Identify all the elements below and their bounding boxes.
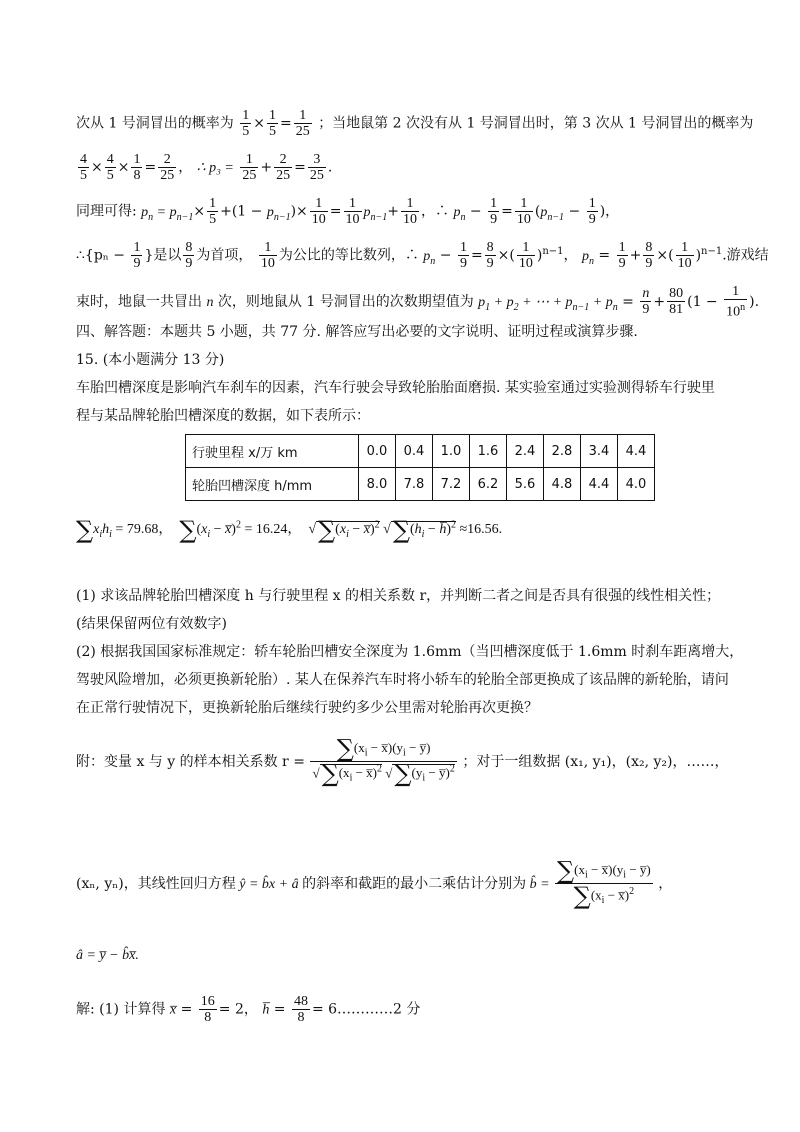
summation-formulas: $\sum x_ih_i = 79.68$， $\sum(x_i$ − x̅)$^2$ = 16.24， $√\sum(x_i$ − x̅)$^2$ $√\sum(h_i$ − h̅)$^2$ ≈16.56. — [76, 516, 503, 544]
data-table — [185, 434, 655, 501]
question-15-title: 15. (本小题满分 13 分) — [76, 352, 225, 368]
regression-formula: (xₙ, yₙ)，其线性回归方程 ŷ = b̂x + â 的斜率和截距的最小二乘估计分别为 b̂ = $\frac{\sum(x_i - x̅)(y_i - y̅)}{\sum(x_i - x̅)^2}$ ， — [76, 856, 673, 910]
text-l2-tail: ∴ p₃ = — [196, 160, 234, 176]
text-l5a: 束时，地鼠一共冒出 — [76, 293, 202, 310]
table-cell: 4.4 — [618, 435, 655, 468]
table-cell: 5.6 — [507, 468, 544, 501]
sum-value-3: ≈16.56. — [459, 522, 503, 538]
solution-text: 解: (1) 计算得 — [76, 1001, 166, 1018]
appendix-text-b: ；对于一组数据 (x₁, y₁)，(x₂, y₂)，……， — [462, 753, 729, 770]
intercept-formula: â = y̅ − b̂x̅. — [76, 948, 139, 963]
line-prob-1: 次从 1 号洞冒出的概率为 $\frac{1}{5}$ × $\frac{1}{5}$ = $\frac{1}{25}$ ；当地鼠第 2 次没有从 1 号洞冒出时，第 3 次从 1 号洞冒出的概率为 — [76, 108, 754, 139]
text-l1b: ；当地鼠第 2 次没有从 1 号洞冒出时，第 3 次从 1 号洞冒出的概率为 — [318, 115, 754, 132]
table-cell: 0.4 — [396, 435, 433, 468]
table-cell: 4.4 — [581, 468, 618, 501]
table-row-label: 轮胎凹槽深度 h/mm — [186, 468, 359, 501]
text-l4c: 为首项， — [196, 247, 253, 264]
question-part-2-line-2: 驾驶风险增加，必须更换新轮胎）. 某人在保养汽车时将小轿车的轮胎全部更换成了该品牌的新轮胎，请问 — [76, 672, 729, 688]
text-l4a: ∴{pₙ − — [76, 247, 130, 264]
line-p3: $\frac{4}{5}$ × $\frac{4}{5}$ × $\frac{1}{8}$ = $\frac{2}{25}$ ， ∴ p₃ = $\frac{1}{25}$ + $\frac{2}{25}$ = $\frac{3}{25}$ . — [80, 152, 333, 183]
regression-text-a: (xₙ, yₙ)，其线性回归方程 — [76, 875, 236, 892]
question-part-1: (1) 求该品牌轮胎凹槽深度 h 与行驶里程 x 的相关系数 r，并判断二者之间是否具有很强的线性相关性； — [76, 588, 721, 604]
table-cell: 2.8 — [544, 435, 581, 468]
text-l4d: 为公比的等比数列，∴ — [278, 247, 419, 264]
text-l1a: 次从 1 号洞冒出的概率为 — [76, 115, 234, 132]
regression-text-b: 的斜率和截距的最小二乘估计分别为 — [302, 875, 527, 892]
text-l4b: }是以 — [144, 247, 182, 264]
table-cell: 7.8 — [396, 468, 433, 501]
paragraph-line-1: 车胎凹槽深度是影响汽车刹车的因素，汽车行驶会导致轮胎胎面磨损. 某实验室通过实验测得轿车行驶里 — [76, 380, 715, 396]
section-heading: 四、解答题：本题共 5 小题，共 77 分. 解答应写出必要的文字说明、证明过程或演算步骤. — [76, 324, 638, 340]
question-part-2-line-3: 在正常行驶情况下，更换新轮胎后继续行驶约多少公里需对轮胎再次更换？ — [76, 700, 538, 716]
table-row — [186, 468, 655, 501]
line-geometric: ∴{pₙ − $\frac{1}{9}$ }是以 $\frac{8}{9}$ 为首项， $\frac{1}{10}$ 为公比的等比数列，∴ $p_n$ − $\frac{1}{9}$ = $\frac{8}{9}$ ×( $\frac{1}{10}$ )$^{n-1}$， $p_n$ = $\frac{1}{9}$ + $\frac{8}{9}$ ×( $\frac{1}{10}$ )$^{n-1}$.游戏结 — [76, 240, 769, 271]
score-text: …………2 分 — [337, 1001, 421, 1018]
regression-text-c: ， — [658, 876, 673, 892]
appendix-correlation: 附：变量 x 与 y 的样本相关系数 r = $\frac{\sum(x_i - x̅)(y_i - y̅)}{√\sum(x_i - x̅)^2 √\sum(y_i - y̅)^2}$ ；对于一组数据 (x₁, y₁)，(x₂, y₂)，……， — [76, 734, 729, 788]
table-cell: 1.6 — [470, 435, 507, 468]
table-cell: 1.0 — [433, 435, 470, 468]
line-expectation: 束时，地鼠一共冒出 n 次，则地鼠从 1 号洞冒出的次数期望值为 $p_1 + p_2$ + ⋯ + $p_{n-1} + p_n$ = $\frac{n}{9}$ + $\frac{80}{81}$ (1 − $\frac{1}{10^n}$ ). — [76, 284, 760, 320]
table-cell: 4.8 — [544, 468, 581, 501]
line-recurrence: 同理可得: $p_n = p_{n-1}\times$ $\frac{1}{5}$ $+(1 - p_{n-1})\times$ $\frac{1}{10}$ = $\frac{1}{10}$ $p_{n-1}+$ $\frac{1}{10}$ ，∴ $p_n$ − $\frac{1}{9}$ = $\frac{1}{10}$ ($p_{n-1}$ − $\frac{1}{9}$ )， — [76, 196, 620, 227]
table-cell: 3.4 — [581, 435, 618, 468]
table-cell: 7.2 — [433, 468, 470, 501]
table-cell: 4.0 — [618, 468, 655, 501]
question-part-1-note: (结果保留两位有效数字) — [76, 616, 227, 632]
table-cell: 8.0 — [359, 468, 396, 501]
sum-value-1: = 79.68， — [115, 522, 173, 538]
table-row-label: 行驶里程 x/万 km — [186, 435, 359, 468]
table-row — [186, 435, 655, 468]
text-l4e: 游戏结 — [726, 247, 769, 264]
table-cell: 0.0 — [359, 435, 396, 468]
appendix-text-a: 附：变量 x 与 y 的样本相关系数 r = — [76, 753, 305, 770]
text-l3a: 同理可得: — [76, 203, 137, 220]
table-cell: 6.2 — [470, 468, 507, 501]
solution-line: 解: (1) 计算得 x̅ = $\frac{16}{8}$ = 2， h̅ = $\frac{48}{8}$ = 6…………2 分 — [76, 994, 421, 1025]
table-cell: 2.4 — [507, 435, 544, 468]
text-l5b: 次，则地鼠从 1 号洞冒出的次数期望值为 — [217, 293, 474, 310]
question-part-2-line-1: (2) 根据我国国家标准规定：轿车轮胎凹槽安全深度为 1.6mm（当凹槽深度低于 1.6mm 时刹车距离增大， — [76, 644, 744, 660]
paragraph-line-2: 程与某品牌轮胎凹槽深度的数据，如下表所示： — [76, 408, 370, 424]
sum-value-2: = 16.24， — [244, 522, 302, 538]
